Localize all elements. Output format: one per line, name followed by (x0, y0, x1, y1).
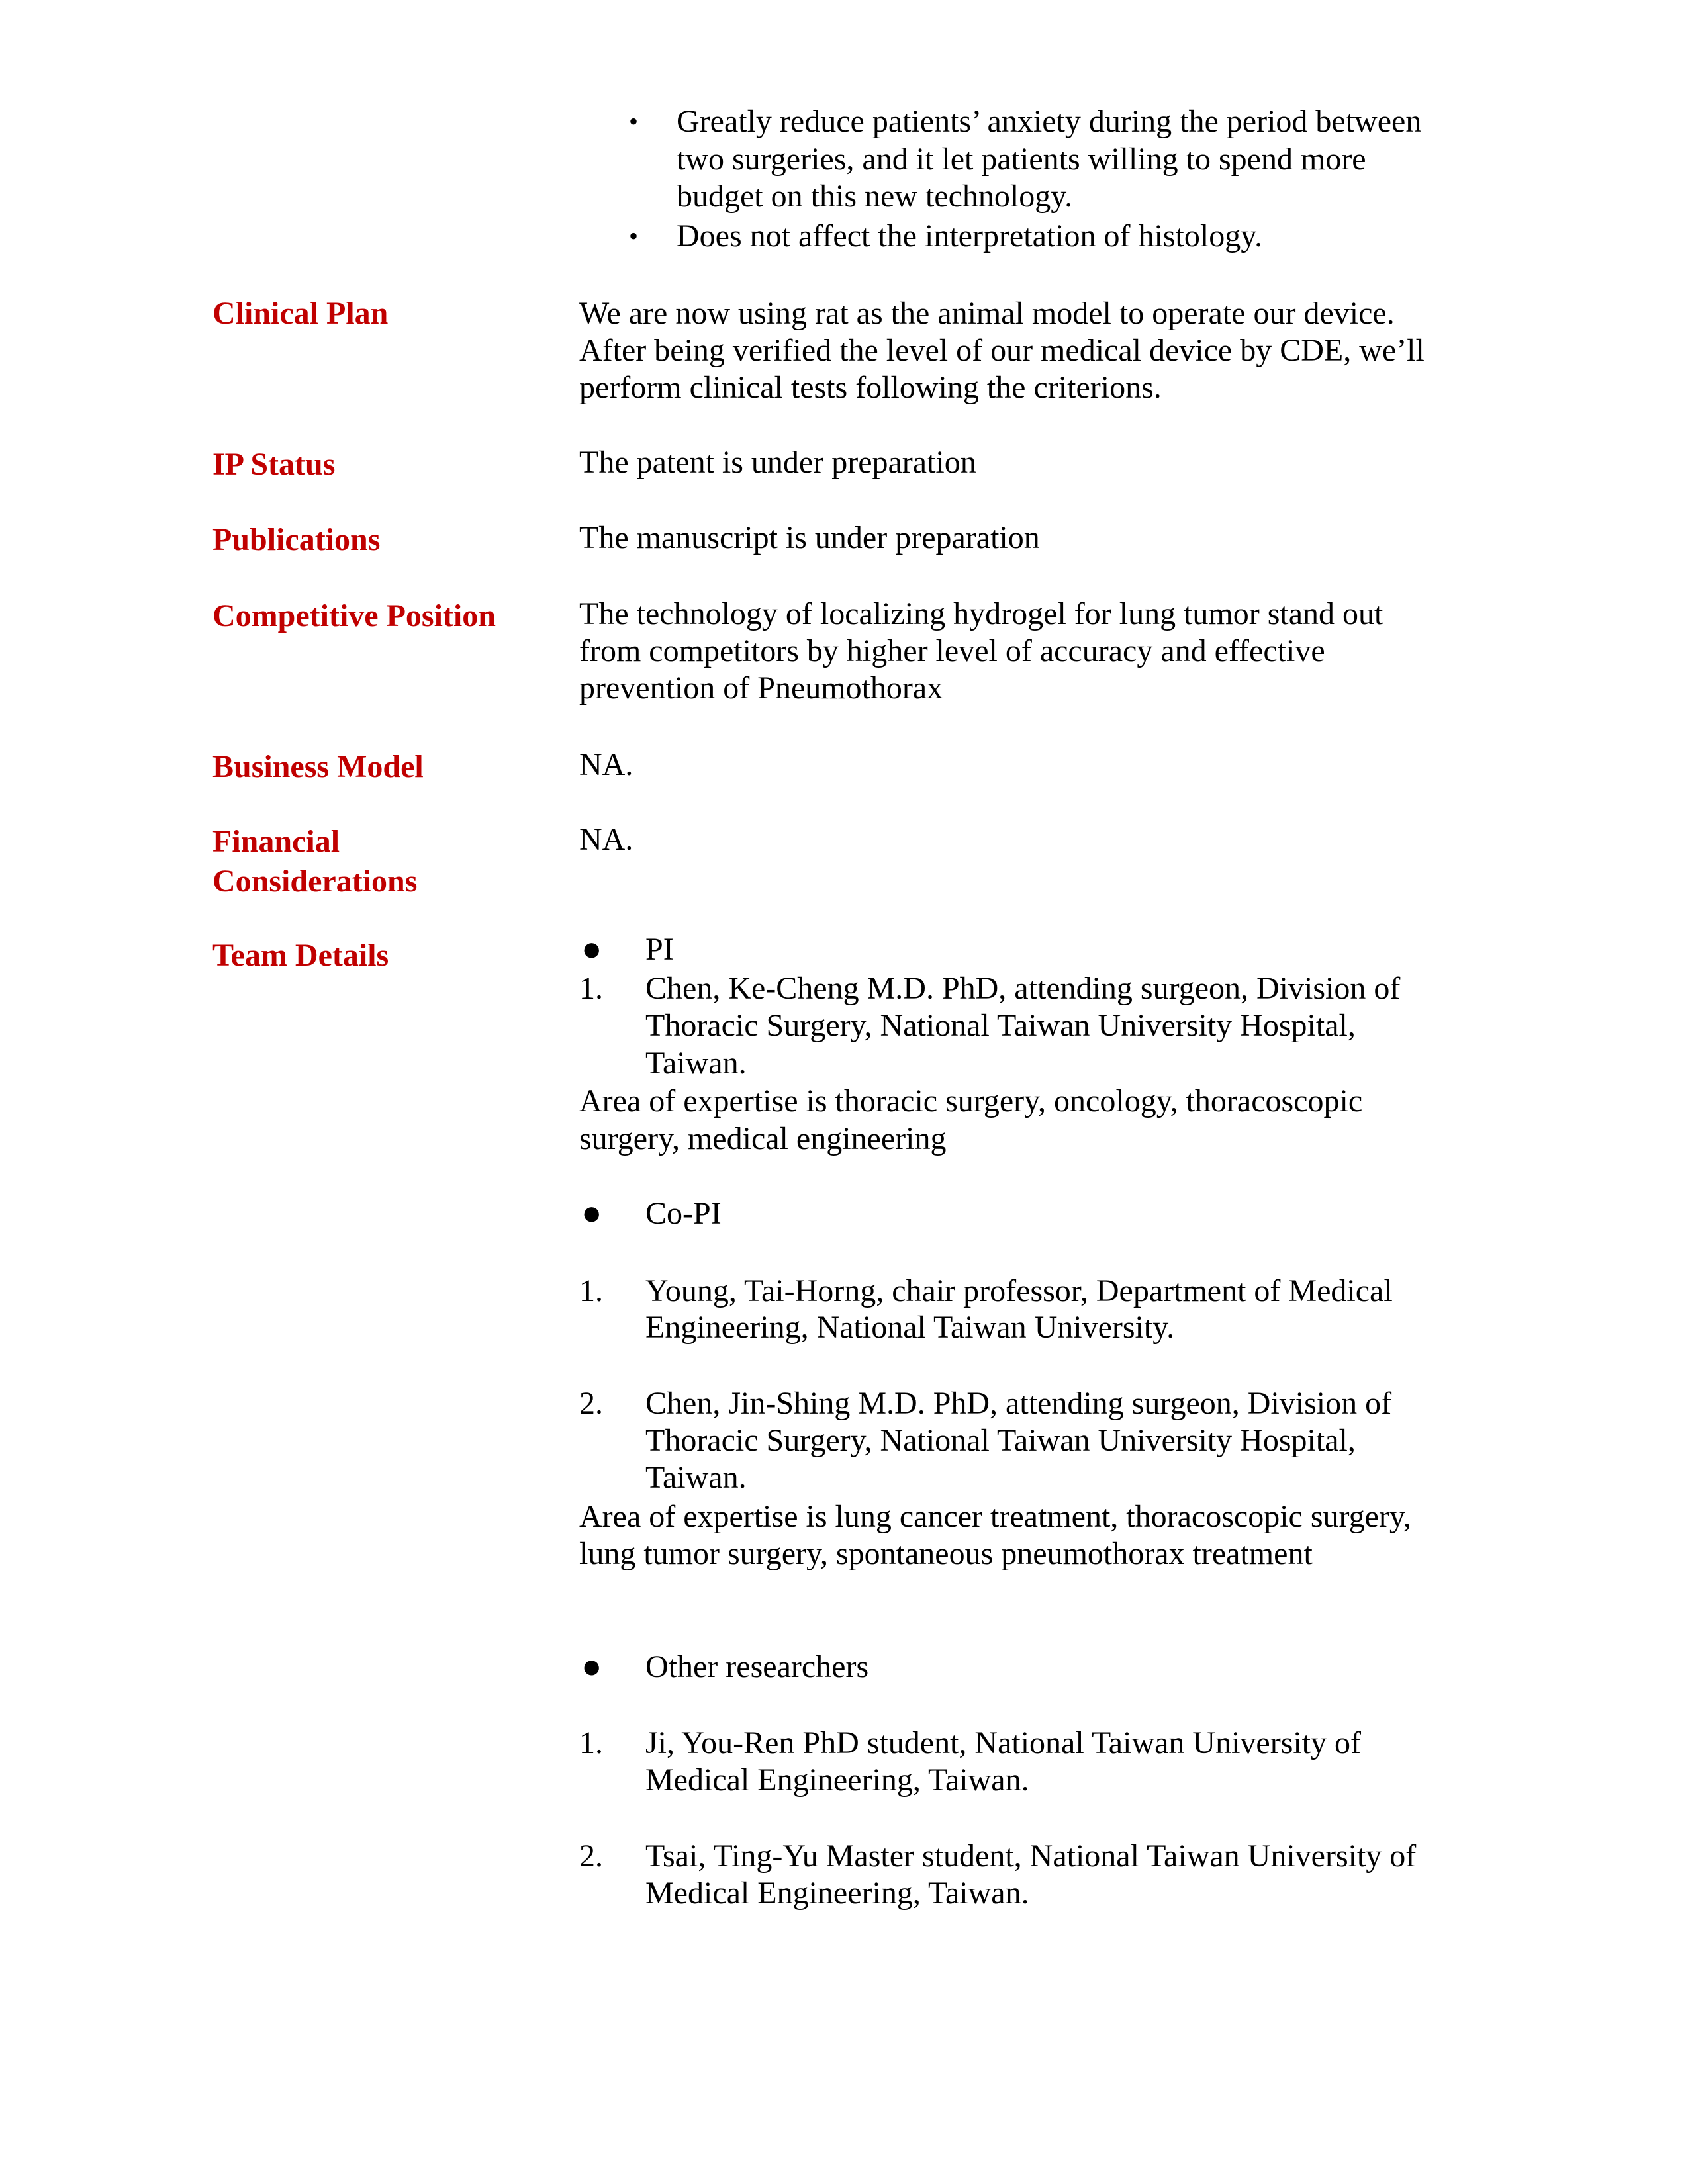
section-text: After being verified the level of our medical device by CDE, we’ll (579, 333, 1425, 368)
section-text: We are now using rat as the animal model to operate our device. (579, 296, 1395, 331)
member-text: Engineering, National Taiwan University. (645, 1310, 1175, 1345)
member-text: Medical Engineering, Taiwan. (645, 1762, 1029, 1797)
expertise-text: Area of expertise is thoracic surgery, oncology, thoracoscopic (579, 1083, 1363, 1118)
bullet-icon: ● (581, 931, 602, 968)
member-text: Taiwan. (645, 1460, 747, 1495)
section-label: Publications (212, 522, 381, 557)
bullet-icon: ● (581, 1648, 602, 1686)
section-text: The patent is under preparation (579, 445, 976, 480)
team-group-heading: Other researchers (645, 1649, 869, 1684)
bullet-icon: • (629, 221, 639, 251)
list-number: 1. (579, 1273, 603, 1308)
expertise-text: lung tumor surgery, spontaneous pneumothorax treatment (579, 1536, 1313, 1571)
section-text: The technology of localizing hydrogel for lung tumor stand out (579, 596, 1383, 631)
section-label: Considerations (212, 864, 418, 899)
section-text: NA. (579, 822, 633, 857)
section-text: from competitors by higher level of accuracy and effective (579, 633, 1325, 668)
section-text: The manuscript is under preparation (579, 520, 1040, 555)
bullet-text: two surgeries, and it let patients willing to spend more (677, 142, 1366, 177)
member-text: Ji, You-Ren PhD student, National Taiwan University of (645, 1725, 1362, 1760)
expertise-text: surgery, medical engineering (579, 1121, 947, 1156)
bullet-icon: ● (581, 1195, 602, 1232)
member-text: Thoracic Surgery, National Taiwan University Hospital, (645, 1008, 1356, 1043)
section-label: Team Details (212, 938, 389, 973)
member-text: Medical Engineering, Taiwan. (645, 1876, 1029, 1911)
member-text: Young, Tai-Horng, chair professor, Department of Medical (645, 1273, 1393, 1308)
expertise-text: Area of expertise is lung cancer treatment, thoracoscopic surgery, (579, 1499, 1411, 1534)
list-number: 2. (579, 1839, 603, 1874)
section-label: IP Status (212, 447, 336, 482)
section-label: Competitive Position (212, 598, 496, 633)
bullet-text: budget on this new technology. (677, 179, 1073, 214)
section-label: Clinical Plan (212, 296, 389, 331)
list-number: 1. (579, 971, 603, 1006)
bullet-icon: • (629, 107, 639, 136)
section-text: perform clinical tests following the criterions. (579, 370, 1162, 405)
member-text: Chen, Ke-Cheng M.D. PhD, attending surgeon, Division of (645, 971, 1401, 1006)
section-text: NA. (579, 747, 633, 782)
team-group-heading: PI (645, 932, 674, 967)
list-number: 2. (579, 1386, 603, 1421)
bullet-text: Greatly reduce patients’ anxiety during the period between (677, 104, 1422, 139)
member-text: Thoracic Surgery, National Taiwan University Hospital, (645, 1423, 1356, 1458)
bullet-text: Does not affect the interpretation of histology. (677, 218, 1263, 253)
member-text: Chen, Jin-Shing M.D. PhD, attending surgeon, Division of (645, 1386, 1392, 1421)
section-text: prevention of Pneumothorax (579, 670, 943, 705)
team-group-heading: Co-PI (645, 1196, 722, 1231)
list-number: 1. (579, 1725, 603, 1760)
member-text: Tsai, Ting-Yu Master student, National Taiwan University of (645, 1839, 1417, 1874)
section-label: Financial (212, 824, 340, 859)
member-text: Taiwan. (645, 1046, 747, 1081)
section-label: Business Model (212, 749, 424, 784)
